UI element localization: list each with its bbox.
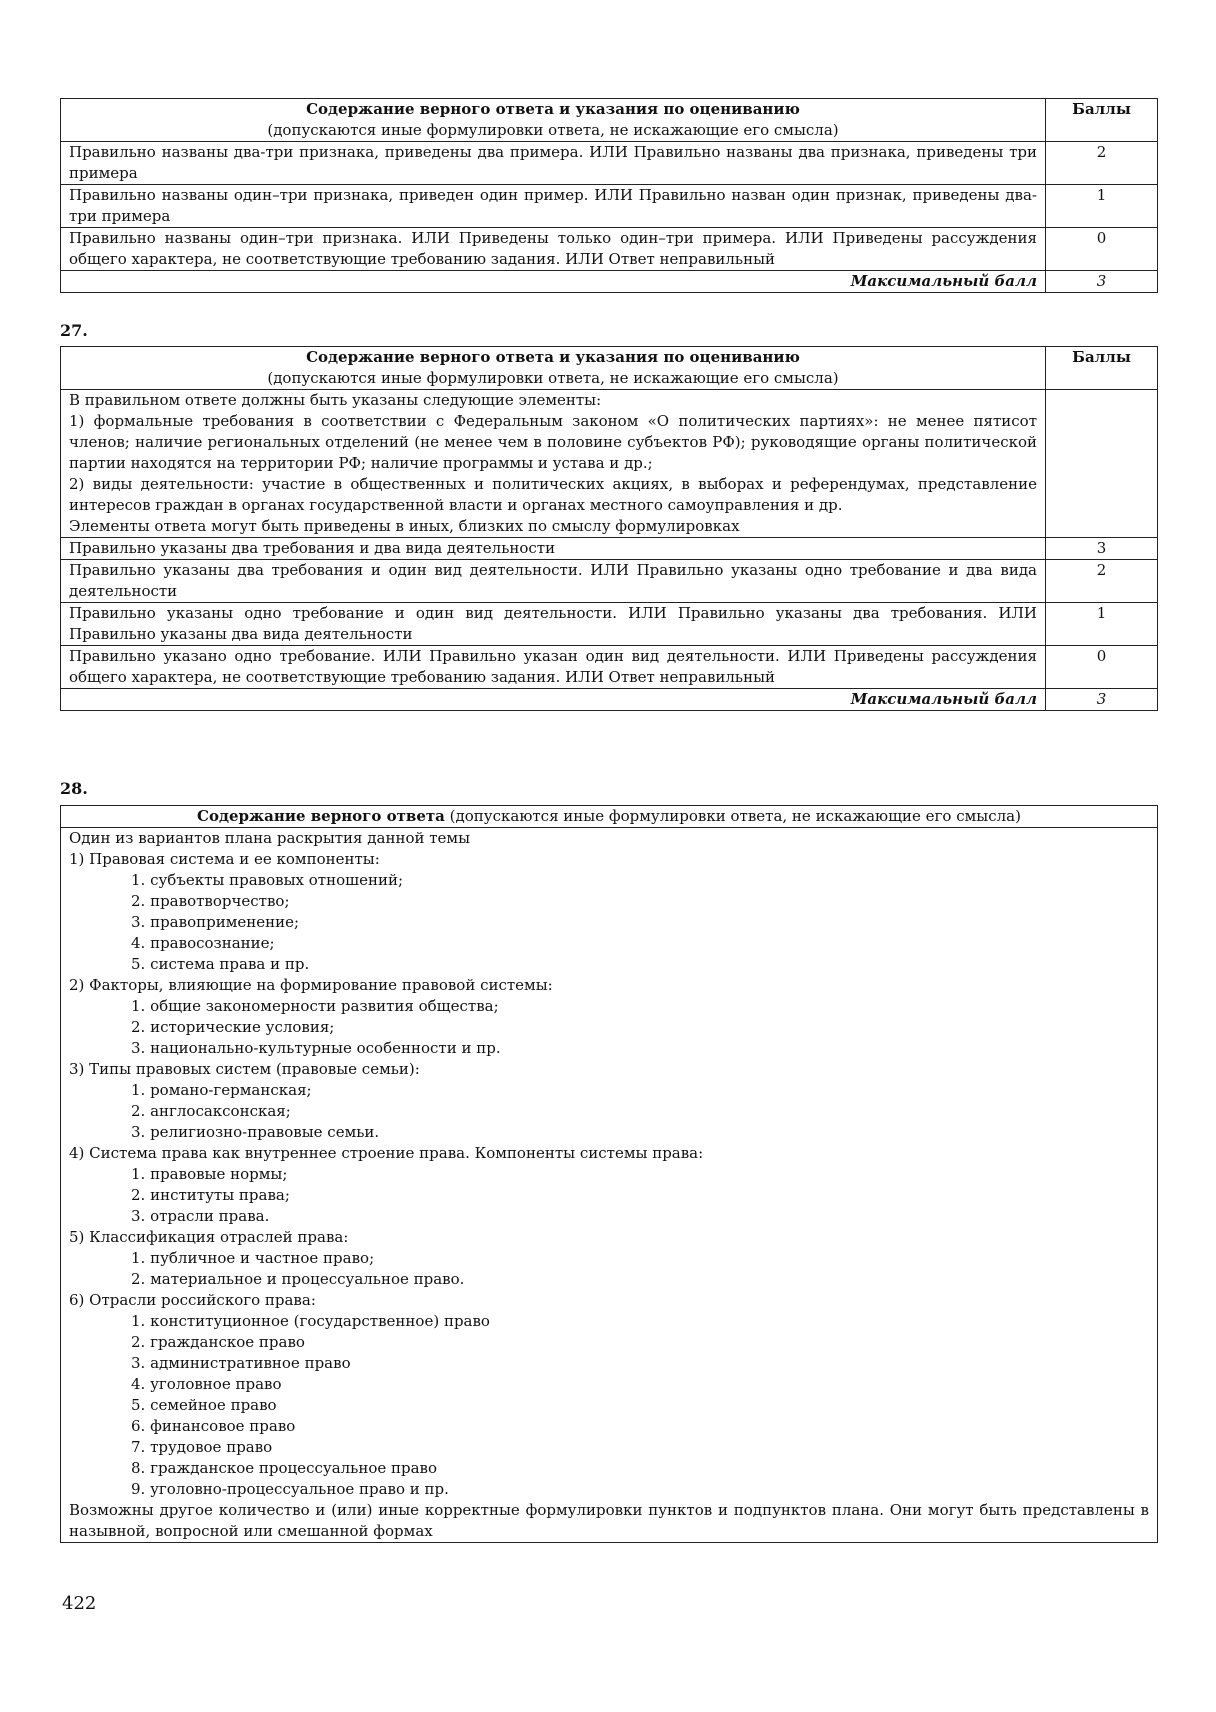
table-26-header-cell xyxy=(61,99,1046,142)
plan-footer: Возможны другое количество и (или) иные корректные формулировки пунктов и подпунктов плана. Они могут быть представлены в назывной, вопросной или смешанной формах xyxy=(69,1501,1149,1540)
table-27-row-text: Правильно указаны два требования и два вида деятельности xyxy=(61,538,1046,560)
plan-section-title: 3) Типы правовых систем (правовые семьи): xyxy=(69,1060,420,1078)
table-28-header-title: Содержание верного ответа xyxy=(197,807,445,825)
table-27-row-text: Правильно указаны два требования и один вид деятельности. ИЛИ Правильно указаны одно требование и два вида деятельности xyxy=(61,560,1046,603)
plan-item: 3. религиозно-правовые семьи. xyxy=(131,1123,380,1141)
plan-item: 2. гражданское право xyxy=(131,1333,305,1351)
table-28-header-subtitle: (допускаются иные формулировки ответа, не искажающие его смысла) xyxy=(444,807,1021,825)
table-27-row-text: Правильно указаны одно требование и один вид деятельности. ИЛИ Правильно указаны два требования. ИЛИ Правильно указаны два вида деятельности xyxy=(61,603,1046,646)
table-row xyxy=(61,538,1158,560)
plan-item: 2. материальное и процессуальное право. xyxy=(131,1270,465,1288)
plan-intro: Один из вариантов плана раскрытия данной темы xyxy=(69,829,471,847)
table-27-header-cell xyxy=(61,347,1046,390)
plan-item: 1. правовые нормы; xyxy=(131,1165,288,1183)
plan-item: 1. романо-германская; xyxy=(131,1081,312,1099)
plan-item: 7. трудовое право xyxy=(131,1438,273,1456)
plan-section-title: 4) Система права как внутреннее строение права. Компоненты системы права: xyxy=(69,1144,704,1162)
plan-item: 1. субъекты правовых отношений; xyxy=(131,871,403,889)
table-row xyxy=(61,603,1158,646)
plan-section-title: 1) Правовая система и ее компоненты: xyxy=(69,850,380,868)
table-26 xyxy=(60,98,1158,293)
table-27-row-score: 3 xyxy=(1046,538,1158,560)
plan-item: 4. правосознание; xyxy=(131,934,275,952)
table-27 xyxy=(60,346,1158,711)
table-row xyxy=(61,646,1158,689)
table-27-header-title: Содержание верного ответа и указания по оцениванию xyxy=(306,348,800,366)
table-26-max-row xyxy=(61,271,1158,293)
plan-item: 6. финансовое право xyxy=(131,1417,296,1435)
table-28-content-row xyxy=(61,828,1158,1543)
table-27-row-score: 1 xyxy=(1046,603,1158,646)
table-26-row-text: Правильно названы два-три признака, приведены два примера. ИЛИ Правильно названы два признака, приведены три примера xyxy=(61,142,1046,185)
plan-item: 3. правоприменение; xyxy=(131,913,300,931)
plan-item: 3. отрасли права. xyxy=(131,1207,270,1225)
table-26-header-title: Содержание верного ответа и указания по оцениванию xyxy=(306,100,800,118)
table-26-header xyxy=(61,99,1158,142)
table-26-row-score: 2 xyxy=(1046,142,1158,185)
plan-item: 4. уголовное право xyxy=(131,1375,282,1393)
table-26-max-value: 3 xyxy=(1046,271,1158,293)
content-line: В правильном ответе должны быть указаны следующие элементы: xyxy=(69,391,602,409)
table-27-max-row xyxy=(61,689,1158,711)
table-27-row-score: 0 xyxy=(1046,646,1158,689)
table-27-content-score xyxy=(1046,390,1158,538)
plan-section-title: 6) Отрасли российского права: xyxy=(69,1291,316,1309)
table-26-score-header: Баллы xyxy=(1046,99,1158,142)
content-line: Элементы ответа могут быть приведены в иных, близких по смыслу формулировках xyxy=(69,517,740,535)
task-27-number: 27. xyxy=(60,321,88,340)
table-27-content xyxy=(61,390,1046,538)
plan-item: 2. институты права; xyxy=(131,1186,290,1204)
table-27-content-row xyxy=(61,390,1158,538)
plan-item: 3. административное право xyxy=(131,1354,351,1372)
plan-item: 2. исторические условия; xyxy=(131,1018,335,1036)
table-26-max-label: Максимальный балл xyxy=(61,271,1046,293)
table-27-max-value: 3 xyxy=(1046,689,1158,711)
plan-section-title: 5) Классификация отраслей права: xyxy=(69,1228,349,1246)
table-27-max-label: Максимальный балл xyxy=(61,689,1046,711)
table-28-header-cell xyxy=(61,806,1158,828)
plan-item: 1. публичное и частное право; xyxy=(131,1249,375,1267)
plan-item: 3. национально-культурные особенности и пр. xyxy=(131,1039,501,1057)
table-row xyxy=(61,185,1158,228)
page-number: 422 xyxy=(62,1593,97,1614)
table-27-score-header: Баллы xyxy=(1046,347,1158,390)
plan-item: 2. англосаксонская; xyxy=(131,1102,291,1120)
plan-item: 1. конституционное (государственное) право xyxy=(131,1312,490,1330)
table-28 xyxy=(60,805,1158,1543)
table-26-row-text: Правильно названы один–три признака, приведен один пример. ИЛИ Правильно назван один признак, приведены два-три примера xyxy=(61,185,1046,228)
table-row xyxy=(61,142,1158,185)
plan-item: 8. гражданское процессуальное право xyxy=(131,1459,438,1477)
plan-section-title: 2) Факторы, влияющие на формирование правовой системы: xyxy=(69,976,553,994)
table-28-header xyxy=(61,806,1158,828)
plan-item: 5. система права и пр. xyxy=(131,955,310,973)
content-line: 1) формальные требования в соответствии с Федеральным законом «О политических партиях»: не менее пятисот членов; наличие региональных отделений (не менее чем в половине субъектов РФ); руководящие органы политической партии находятся на территории РФ; наличие программы и устава и др.; xyxy=(69,412,1037,472)
plan-item: 2. правотворчество; xyxy=(131,892,290,910)
table-27-header-subtitle: (допускаются иные формулировки ответа, не искажающие его смысла) xyxy=(267,369,839,387)
table-row xyxy=(61,560,1158,603)
table-26-row-text: Правильно названы один–три признака. ИЛИ Приведены только один–три примера. ИЛИ Приведены рассуждения общего характера, не соответствующие требованию задания. ИЛИ Ответ неправильный xyxy=(61,228,1046,271)
plan-item: 5. семейное право xyxy=(131,1396,277,1414)
plan-item: 9. уголовно-процессуальное право и пр. xyxy=(131,1480,449,1498)
table-row xyxy=(61,228,1158,271)
table-26-row-score: 1 xyxy=(1046,185,1158,228)
table-27-header xyxy=(61,347,1158,390)
table-28-content xyxy=(61,828,1158,1543)
content-line: 2) виды деятельности: участие в общественных и политических акциях, в выборах и референдумах, представление интересов граждан в органах государственной власти и органах местного самоуправления и др. xyxy=(69,475,1037,514)
table-26-header-subtitle: (допускаются иные формулировки ответа, не искажающие его смысла) xyxy=(267,121,839,139)
task-28-number: 28. xyxy=(60,779,88,798)
table-27-row-text: Правильно указано одно требование. ИЛИ Правильно указан один вид деятельности. ИЛИ Приведены рассуждения общего характера, не соответствующие требованию задания. ИЛИ Ответ неправильный xyxy=(61,646,1046,689)
plan-item: 1. общие закономерности развития общества; xyxy=(131,997,499,1015)
table-27-row-score: 2 xyxy=(1046,560,1158,603)
table-26-row-score: 0 xyxy=(1046,228,1158,271)
